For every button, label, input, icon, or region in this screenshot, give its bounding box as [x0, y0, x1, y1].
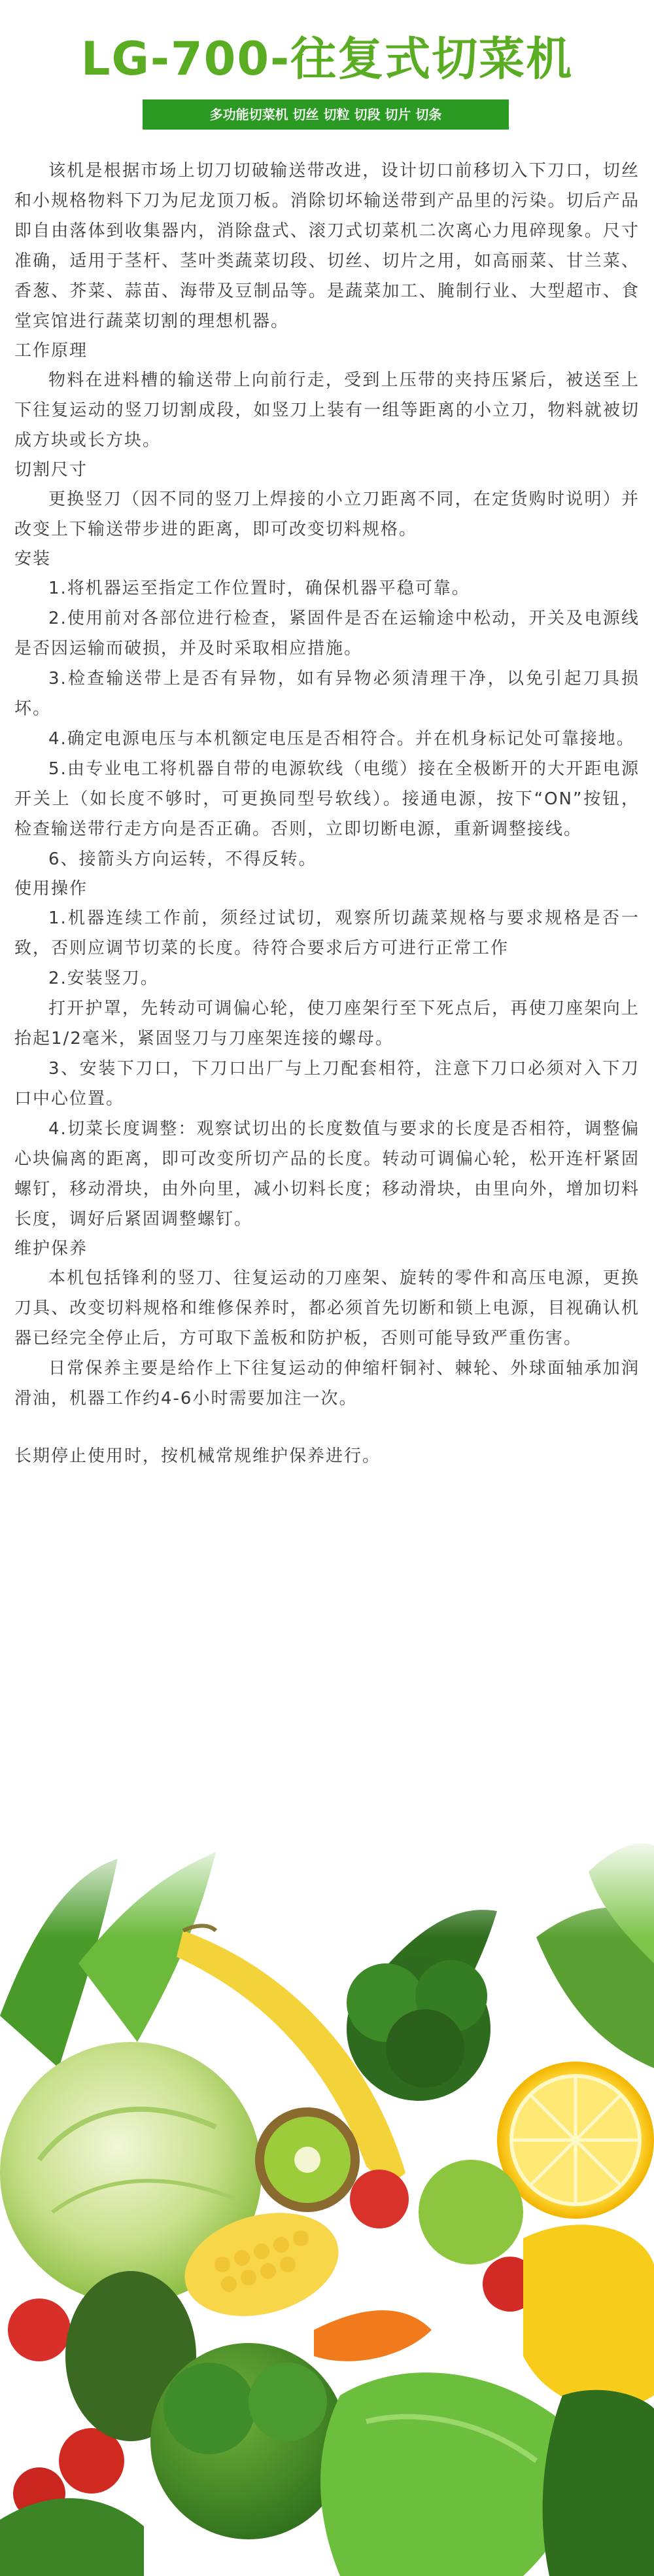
section-heading-install: 安装 — [14, 549, 52, 569]
maintenance-paragraph: 日常保养主要是给作上下往复运动的伸缩杆铜衬、棘轮、外球面轴承加润滑油，机器工作约4-6小时需要加注一次。 — [14, 1359, 640, 1408]
install-step: 3.检查输送带上是否有异物，如有异物必须清理干净，以免引起刀具损坏。 — [14, 669, 640, 719]
section-heading-maintenance: 维护保养 — [14, 1239, 88, 1259]
principle-paragraph: 物料在进料槽的输送带上向前行走，受到上压带的夹持压紧后，被送至上下往复运动的竖刀切割成段，如竖刀上装有一组等距离的小立刀，物料就被切成方块或长方块。 — [14, 370, 640, 450]
intro-paragraph: 该机是根据市场上切刀切破输送带改进，设计切口前移切入下刀口，切丝和小规格物料下刀为尼龙顶刀板。消除切坏输送带到产品里的污染。切后产品即自由落体到收集器内，消除盘式、滚刀式切菜机二次离心力甩碎现象。尺寸准确，适用于茎杆、茎叶类蔬菜切段、切丝、切片之用，如高丽菜、甘兰菜、香葱、芥菜、蒜苗、海带及豆制品等。是蔬菜加工、腌制行业、大型超市、食堂宾馆进行蔬菜切割的理想机器。 — [14, 161, 640, 331]
install-step: 4.确定电源电压与本机额定电压是否相符合。并在机身标记处可靠接地。 — [48, 729, 635, 749]
description-body — [14, 156, 640, 1471]
operation-step: 2.安装竖刀。 — [48, 969, 159, 988]
operation-step: 3、安装下刀口，下刀口出厂与上刀配套相符，注意下刀口必须对入下刀口中心位置。 — [14, 1059, 640, 1109]
section-heading-operation: 使用操作 — [14, 879, 88, 899]
operation-step: 1.机器连续工作前，须经过试切，观察所切蔬菜规格与要求规格是否一致，否则应调节切菜的长度。待符合要求后方可进行正常工作 — [14, 908, 640, 958]
size-paragraph: 更换竖刀（因不同的竖刀上焊接的小立刀距离不同，在定货购时说明）并改变上下输送带步进的距离，即可改变切料规格。 — [14, 490, 640, 539]
section-heading-size: 切割尺寸 — [14, 460, 88, 480]
page-title: LG-700-往复式切菜机 — [80, 32, 574, 86]
install-step: 6、接箭头方向运转，不得反转。 — [48, 850, 317, 869]
vegetables-image — [0, 1833, 654, 2576]
closing-note: 长期停止使用时，按机械常规维护保养进行。 — [14, 1446, 381, 1466]
install-step: 2.使用前对各部位进行检查，紧固件是否在运输途中松动，开关及电源线是否因运输而破损，并及时采取相应措施。 — [14, 609, 640, 658]
operation-step: 4.切菜长度调整：观察试切出的长度数值与要求的长度是否相符，调整偏心块偏离的距离，即可改变所切产品的长度。转动可调偏心轮，松开连杆紧固螺钉，移动滑块，由外向里，减小切料长度；移动滑块，由里向外，增加切料长度，调好后紧固调整螺钉。 — [14, 1119, 640, 1229]
operation-step: 打开护罩，先转动可调偏心轮，使刀座架行至下死点后，再使刀座架向上抬起1/2毫米，紧固竖刀与刀座架连接的螺母。 — [14, 999, 640, 1048]
feature-banner: 多功能切菜机 切丝 切粒 切段 切片 切条 — [143, 99, 509, 130]
install-step: 1.将机器运至指定工作位置时，确保机器平稳可靠。 — [48, 579, 470, 598]
install-step: 5.由专业电工将机器自带的电源软线（电缆）接在全极断开的大开距电源开关上（如长度不够时，可更换同型号软线）。接通电源，按下“ON”按钮，检查输送带行走方向是否正确。否则，立即切断电源，重新调整接线。 — [14, 759, 640, 839]
section-heading-principle: 工作原理 — [14, 341, 88, 361]
maintenance-paragraph: 本机包括锋利的竖刀、往复运动的刀座架、旋转的零件和高压电源，更换刀具、改变切料规格和维修保养时，都必须首先切断和锁上电源，目视确认机器已经完全停止后，方可取下盖板和防护板，否则可能导致严重伤害。 — [14, 1268, 640, 1348]
